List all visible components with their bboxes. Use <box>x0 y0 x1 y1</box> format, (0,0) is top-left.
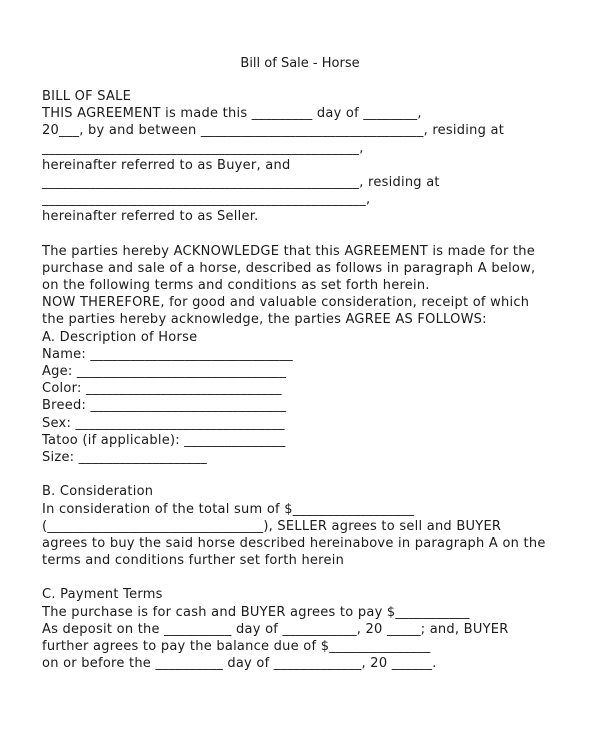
intro-line: THIS AGREEMENT is made this _________ day of ________, <box>42 106 422 122</box>
color-field: Color: _____________________________ <box>42 381 282 397</box>
consideration-line: agrees to buy the said horse described hereinabove in paragraph A on the <box>42 535 546 551</box>
recital-line: on the following terms and conditions as set forth herein. <box>42 278 430 294</box>
paragraph-spacer <box>42 226 600 243</box>
consideration-line: (________________________________), SELLER agrees to sell and BUYER <box>42 518 502 534</box>
recital-line: NOW THEREFORE, for good and valuable consideration, receipt of which <box>42 295 530 311</box>
tatoo-field: Tatoo (if applicable): _______________ <box>42 432 286 448</box>
consideration-line: In consideration of the total sum of $__________________ <box>42 501 415 517</box>
section-b-consideration <box>42 483 600 569</box>
paragraph-spacer <box>42 466 600 483</box>
document-title: Bill of Sale - Horse <box>240 56 360 71</box>
payment-line: As deposit on the __________ day of ___________, 20 _____; and, BUYER <box>42 621 509 637</box>
recitals-section <box>42 243 600 329</box>
section-a-description <box>42 329 600 467</box>
section-c-payment-terms <box>42 586 600 672</box>
intro-line: hereinafter referred to as Buyer, and <box>42 157 291 173</box>
payment-line: further agrees to pay the balance due of $_______________ <box>42 639 431 654</box>
recital-line: purchase and sale of a horse, described as follows in paragraph A below, <box>42 260 536 276</box>
sex-field: Sex: _______________________________ <box>42 415 285 431</box>
section-c-heading: C. Payment Terms <box>42 587 163 603</box>
section-a-heading: A. Description of Horse <box>42 329 198 345</box>
age-field: Age: _______________________________ <box>42 364 287 379</box>
payment-line: on or before the __________ day of _____________, 20 ______. <box>42 656 437 672</box>
intro-line: _______________________________________________, residing at <box>42 174 440 190</box>
intro-line: ________________________________________________, <box>42 192 371 208</box>
document-body <box>42 88 600 672</box>
recital-line: the parties hereby acknowledge, the parties AGREE AS FOLLOWS: <box>42 312 487 328</box>
size-field: Size: ___________________ <box>42 449 207 465</box>
consideration-line: terms and conditions further set forth herein <box>42 553 345 569</box>
intro-line: hereinafter referred to as Seller. <box>42 209 259 225</box>
payment-line: The purchase is for cash and BUYER agrees to pay $___________ <box>42 604 470 620</box>
intro-heading: BILL OF SALE <box>42 89 132 104</box>
name-field: Name: ______________________________ <box>42 346 293 362</box>
paragraph-spacer <box>42 569 600 586</box>
intro-line: 20___, by and between _________________________________, residing at <box>42 123 505 139</box>
intro-section <box>42 88 600 226</box>
recital-line: The parties hereby ACKNOWLEDGE that this AGREEMENT is made for the <box>42 243 536 259</box>
intro-line: _______________________________________________, <box>42 140 364 156</box>
section-b-heading: B. Consideration <box>42 484 154 500</box>
breed-field: Breed: _____________________________ <box>42 398 287 414</box>
